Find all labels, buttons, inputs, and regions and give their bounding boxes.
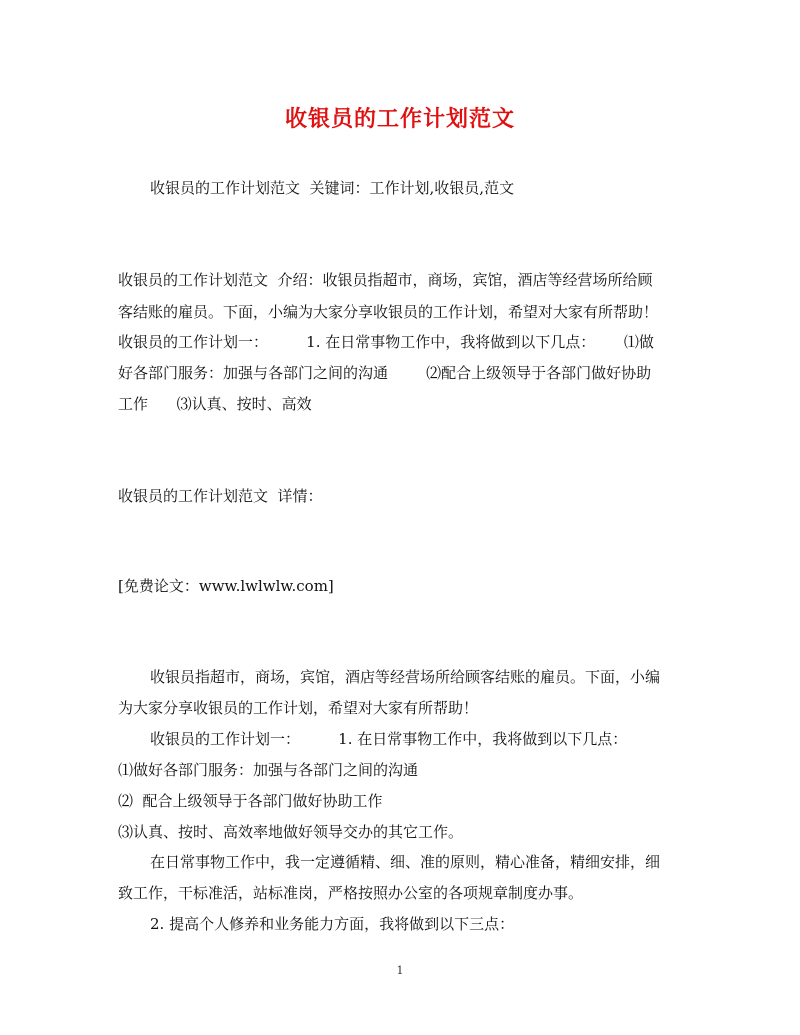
body-line: 为大家分享收银员的工作计划，希望对大家有所帮助！ — [118, 699, 479, 717]
body-line: 收银员的工作计划一： 1. 在日常事物工作中，我将做到以下几点： — [150, 730, 628, 748]
intro-line: 客结账的雇员。下面，小编为大家分享收银员的工作计划，希望对大家有所帮助！ — [118, 303, 659, 321]
document-title: 收银员的工作计划范文 — [284, 106, 515, 132]
body-line: ⑴做好各部门服务：加强与各部门之间的沟通 — [118, 761, 419, 779]
body-line: ⑵ 配合上级领导于各部门做好协助工作 — [118, 792, 383, 810]
keywords-line: 收银员的工作计划范文 关键词：工作计划,收银员,范文 — [150, 179, 515, 197]
details-line: 收银员的工作计划范文 详情： — [118, 487, 323, 505]
page-number: 1 — [396, 964, 404, 977]
body-line: 收银员指超市，商场，宾馆，酒店等经营场所给顾客结账的雇员。下面，小编 — [150, 668, 661, 686]
intro-line: 好各部门服务：加强与各部门之间的沟通 ⑵配合上级领导于各部门做好协助 — [118, 364, 652, 382]
intro-line: 工作 ⑶认真、按时、高效 — [118, 395, 312, 413]
body-line: 致工作，干标准活，站标准岗，严格按照办公室的各项规章制度办事。 — [118, 884, 584, 902]
intro-line: 收银员的工作计划范文 介绍：收银员指超市，商场，宾馆，酒店等经营场所给顾 — [118, 271, 653, 289]
body-line: ⑶认真、按时、高效率地做好领导交办的其它工作。 — [118, 823, 464, 841]
intro-line: 收银员的工作计划一： 1. 在日常事物工作中，我将做到以下几点： ⑴做 — [118, 333, 654, 351]
body-line: 在日常事物工作中，我一定遵循精、细、准的原则，精心准备，精细安排，细 — [150, 853, 661, 871]
body-line: 2. 提高个人修养和业务能力方面，我将做到以下三点： — [150, 915, 515, 933]
free-paper-line: [免费论文：www.lwlwlw.com] — [118, 577, 334, 595]
